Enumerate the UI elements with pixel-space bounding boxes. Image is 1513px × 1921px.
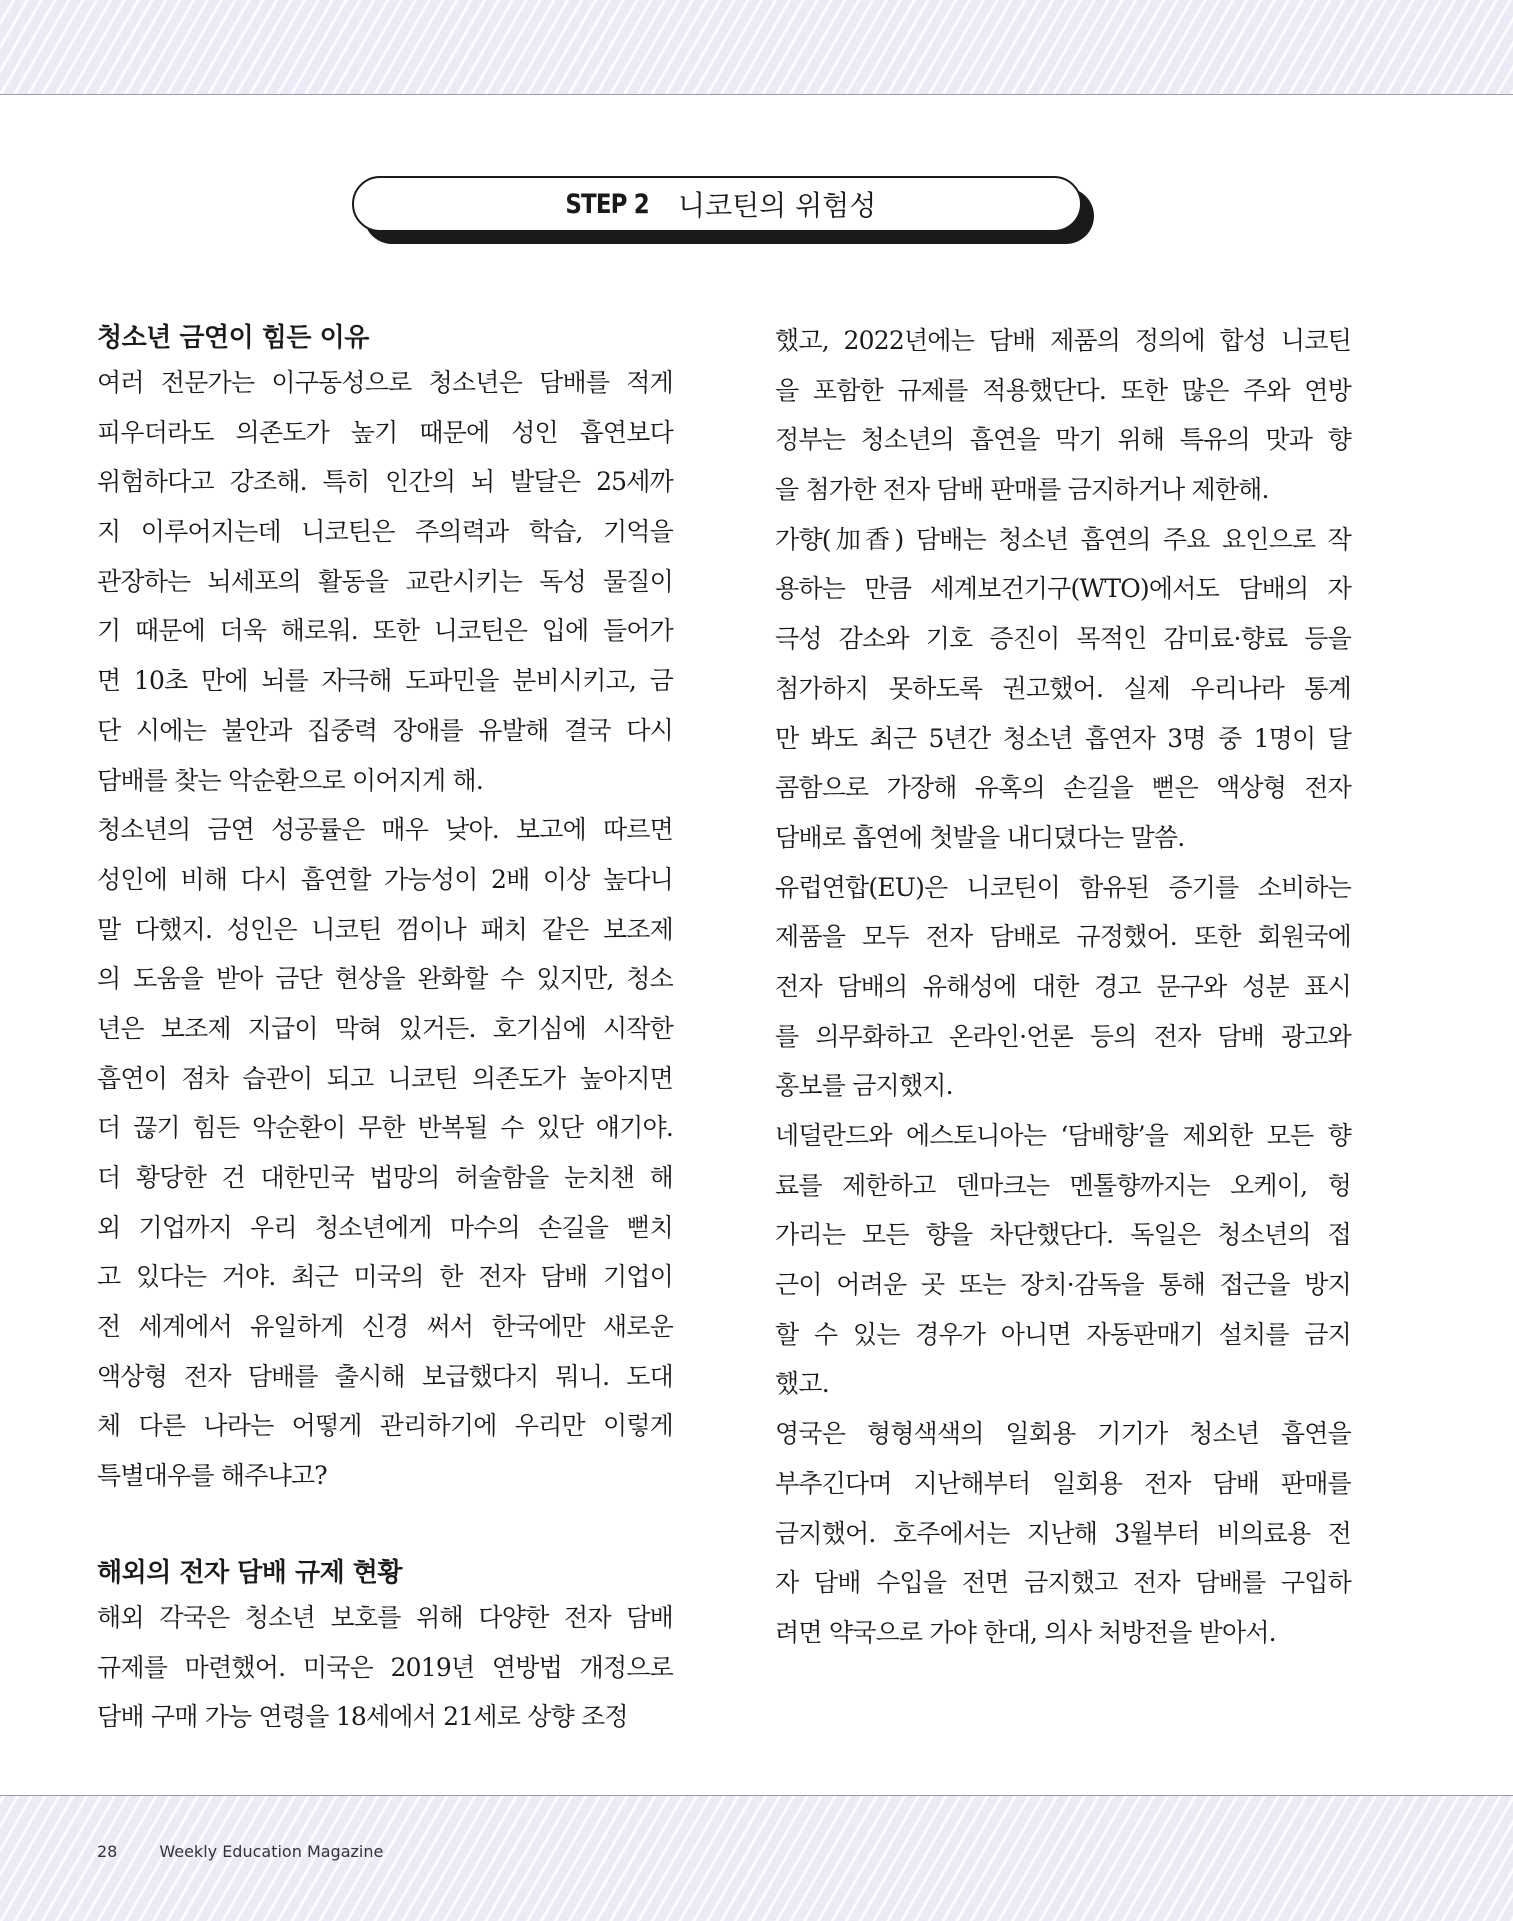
text-line: 홍보를 금지했지. (775, 1071, 953, 1101)
page-footer (97, 1842, 383, 1861)
text-line: 려면 약국으로 가야 한대, 의사 처방전을 받아서. (775, 1617, 1276, 1647)
text-line: 첨가하지 못하도록 권고했어. 실제 우리나라 통계 (775, 673, 1351, 703)
section-body-overseas-regulation (97, 1593, 673, 1742)
text-line: 특별대우를 해주냐고? (97, 1461, 327, 1491)
text-line: 해외 각국은 청소년 보호를 위해 다양한 전자 담배 (97, 1602, 673, 1632)
text-line: 의 도움을 받아 금단 현상을 완화할 수 있지만, 청소 (97, 964, 673, 994)
section-body-overseas-regulation-continued (775, 316, 1351, 1658)
text-line: 더 황당한 건 대한민국 법망의 허술함을 눈치챈 해 (97, 1163, 673, 1192)
text-line: 체 다른 나라는 어떻게 관리하기에 우리만 이렇게 (97, 1411, 673, 1441)
step-header-pill (352, 176, 1082, 232)
text-line: 기 때문에 더욱 해로워. 또한 니코틴은 입에 들어가 (97, 616, 673, 646)
text-line: 지 이루어지는데 니코틴은 주의력과 학습, 기억을 (97, 517, 673, 547)
text-line: 담배로 흡연에 첫발을 내디뎠다는 말씀. (775, 822, 1185, 852)
text-line: 콤함으로 가장해 유혹의 손길을 뻗은 액상형 전자 (775, 773, 1351, 803)
text-line: 할 수 있는 경우가 아니면 자동판매기 설치를 금지 (775, 1319, 1351, 1349)
text-line: 을 포함한 규제를 적용했단다. 또한 많은 주와 연방 (775, 375, 1351, 405)
text-line: 네덜란드와 에스토니아는 ‘담배향’을 제외한 모든 향 (775, 1121, 1351, 1150)
text-line: 를 의무화하고 온라인·언론 등의 전자 담배 광고와 (775, 1021, 1351, 1051)
text-line: 했고. (775, 1369, 829, 1399)
text-line: 액상형 전자 담배를 출시해 보급했다지 뭐니. 도대 (97, 1361, 673, 1391)
text-line: 가향(加香) 담배는 청소년 흡연의 주요 요인으로 작 (775, 524, 1351, 554)
publication-name: Weekly Education Magazine (159, 1842, 384, 1861)
right-column (775, 316, 1351, 1658)
left-column (97, 318, 673, 1742)
text-line: 규제를 마련했어. 미국은 2019년 연방법 개정으로 (97, 1652, 673, 1682)
text-line: 고 있다는 거야. 최근 미국의 한 전자 담배 기업이 (97, 1262, 673, 1292)
text-line: 흡연이 점차 습관이 되고 니코틴 의존도가 높아지면 (97, 1063, 673, 1093)
text-line: 말 다했지. 성인은 니코틴 껌이나 패치 같은 보조제 (97, 914, 673, 944)
text-line: 료를 제한하고 덴마크는 멘톨향까지는 오케이, 헝 (775, 1170, 1351, 1200)
text-line: 을 첨가한 전자 담배 판매를 금지하거나 제한해. (775, 475, 1269, 505)
page-number: 28 (97, 1842, 118, 1861)
text-line: 용하는 만큼 세계보건기구(WTO)에서도 담배의 자 (775, 574, 1351, 604)
text-line: 자 담배 수입을 전면 금지했고 전자 담배를 구입하 (775, 1568, 1351, 1598)
step-label: STEP 2 (565, 188, 649, 220)
text-line: 만 봐도 최근 5년간 청소년 흡연자 3명 중 1명이 달 (775, 723, 1351, 753)
text-line: 금지했어. 호주에서는 지난해 3월부터 비의료용 전 (775, 1518, 1351, 1548)
text-line: 년은 보조제 지급이 막혀 있거든. 호기심에 시작한 (97, 1013, 673, 1043)
text-line: 관장하는 뇌세포의 활동을 교란시키는 독성 물질이 (97, 566, 673, 596)
text-line: 정부는 청소년의 흡연을 막기 위해 특유의 맛과 향 (775, 425, 1351, 455)
section-body-teen-quitting (97, 358, 673, 1501)
text-line: 성인에 비해 다시 흡연할 가능성이 2배 이상 높다니 (97, 864, 673, 894)
text-line: 담배 구매 가능 연령을 18세에서 21세로 상향 조정 (97, 1702, 628, 1732)
text-line: 전 세계에서 유일하게 신경 써서 한국에만 새로운 (97, 1312, 673, 1342)
text-line: 극성 감소와 기호 증진이 목적인 감미료·향료 등을 (775, 624, 1351, 654)
section-heading-teen-quitting: 청소년 금연이 힘든 이유 (97, 323, 369, 353)
text-line: 면 10초 만에 뇌를 자극해 도파민을 분비시키고, 금 (97, 666, 673, 696)
text-line: 근이 어려운 곳 또는 장치·감독을 통해 접근을 방지 (775, 1270, 1351, 1300)
text-line: 제품을 모두 전자 담배로 규정했어. 또한 회원국에 (775, 922, 1351, 952)
section-heading-overseas-regulation: 해외의 전자 담배 규제 현황 (97, 1557, 402, 1588)
top-decorative-band (0, 0, 1513, 95)
text-line: 부추긴다며 지난해부터 일회용 전자 담배 판매를 (775, 1468, 1351, 1498)
text-line: 영국은 형형색색의 일회용 기기가 청소년 흡연을 (775, 1419, 1351, 1449)
text-line: 더 끊기 힘든 악순환이 무한 반복될 수 있단 얘기야. (97, 1113, 673, 1143)
text-line: 외 기업까지 우리 청소년에게 마수의 손길을 뻗치 (97, 1212, 673, 1242)
text-line: 담배를 찾는 악순환으로 이어지게 해. (97, 765, 483, 795)
step-header (352, 176, 1094, 244)
text-line: 전자 담배의 유해성에 대한 경고 문구와 성분 표시 (775, 971, 1351, 1001)
text-line: 여러 전문가는 이구동성으로 청소년은 담배를 적게 (97, 368, 673, 397)
text-line: 피우더라도 의존도가 높기 때문에 성인 흡연보다 (97, 417, 673, 447)
text-line: 했고, 2022년에는 담배 제품의 정의에 합성 니코틴 (775, 326, 1351, 355)
text-line: 유럽연합(EU)은 니코틴이 함유된 증기를 소비하는 (775, 872, 1351, 902)
text-line: 청소년의 금연 성공률은 매우 낮아. 보고에 따르면 (97, 815, 673, 845)
text-line: 위험하다고 강조해. 특히 인간의 뇌 발달은 25세까 (97, 467, 673, 497)
text-line: 단 시에는 불안과 집중력 장애를 유발해 결국 다시 (97, 715, 673, 745)
step-title: 니코틴의 위험성 (678, 189, 877, 222)
text-line: 가리는 모든 향을 차단했단다. 독일은 청소년의 접 (775, 1220, 1351, 1250)
section-gap (97, 1501, 673, 1553)
